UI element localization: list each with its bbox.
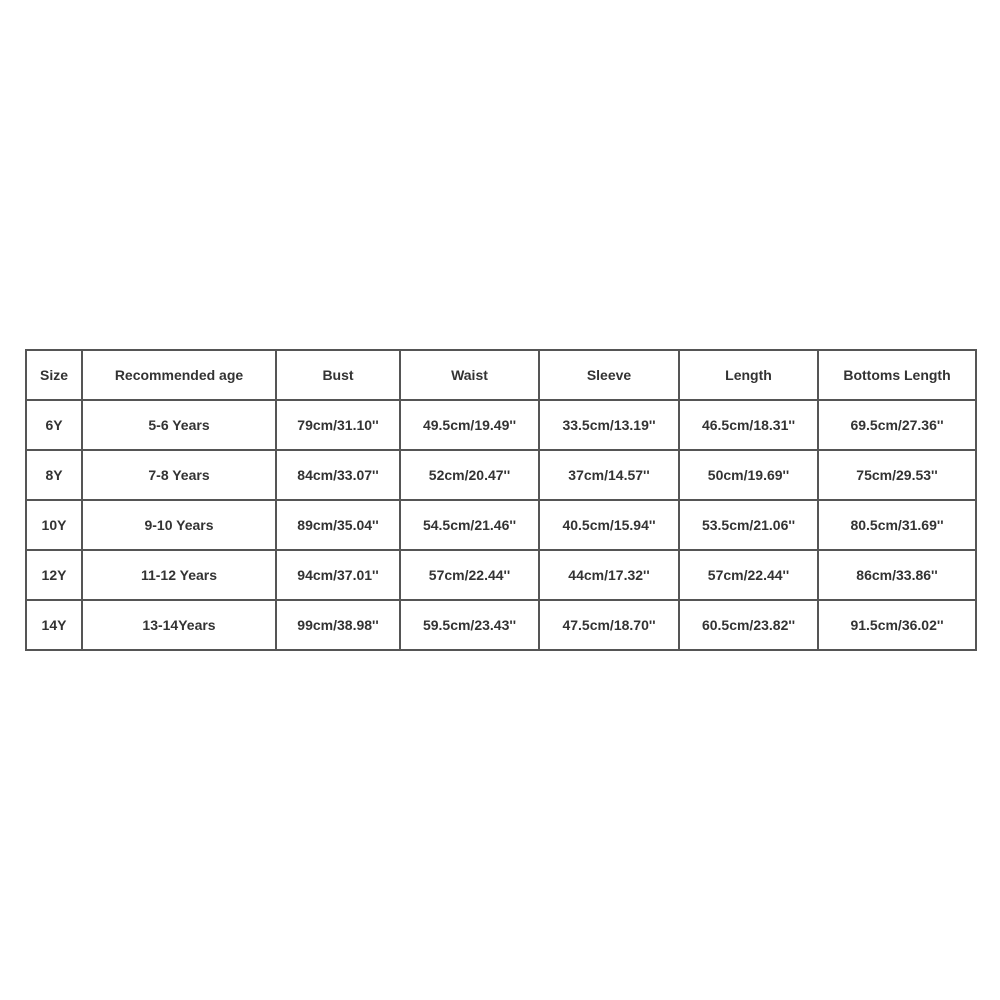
header-recommended-age: Recommended age <box>83 351 277 401</box>
cell-bottoms-length: 75cm/29.53'' <box>819 451 977 501</box>
cell-sleeve: 33.5cm/13.19'' <box>540 401 680 451</box>
header-waist: Waist <box>401 351 540 401</box>
cell-bust: 84cm/33.07'' <box>277 451 401 501</box>
header-sleeve: Sleeve <box>540 351 680 401</box>
table-row <box>27 501 977 551</box>
cell-bust: 99cm/38.98'' <box>277 601 401 651</box>
cell-bust: 79cm/31.10'' <box>277 401 401 451</box>
cell-size: 6Y <box>27 401 83 451</box>
header-length: Length <box>680 351 819 401</box>
table-row <box>27 551 977 601</box>
cell-bust: 89cm/35.04'' <box>277 501 401 551</box>
cell-recommended-age: 7-8 Years <box>83 451 277 501</box>
cell-recommended-age: 11-12 Years <box>83 551 277 601</box>
cell-recommended-age: 5-6 Years <box>83 401 277 451</box>
cell-sleeve: 37cm/14.57'' <box>540 451 680 501</box>
table-row <box>27 401 977 451</box>
cell-bottoms-length: 80.5cm/31.69'' <box>819 501 977 551</box>
cell-waist: 49.5cm/19.49'' <box>401 401 540 451</box>
cell-recommended-age: 13-14Years <box>83 601 277 651</box>
cell-sleeve: 40.5cm/15.94'' <box>540 501 680 551</box>
cell-size: 10Y <box>27 501 83 551</box>
cell-waist: 54.5cm/21.46'' <box>401 501 540 551</box>
cell-sleeve: 44cm/17.32'' <box>540 551 680 601</box>
header-bottoms-length: Bottoms Length <box>819 351 977 401</box>
header-size: Size <box>27 351 83 401</box>
cell-length: 57cm/22.44'' <box>680 551 819 601</box>
cell-size: 12Y <box>27 551 83 601</box>
size-chart-table <box>25 349 977 651</box>
cell-length: 46.5cm/18.31'' <box>680 401 819 451</box>
cell-waist: 59.5cm/23.43'' <box>401 601 540 651</box>
header-bust: Bust <box>277 351 401 401</box>
cell-size: 14Y <box>27 601 83 651</box>
cell-length: 53.5cm/21.06'' <box>680 501 819 551</box>
table-row <box>27 451 977 501</box>
cell-bottoms-length: 86cm/33.86'' <box>819 551 977 601</box>
table-row <box>27 601 977 651</box>
cell-sleeve: 47.5cm/18.70'' <box>540 601 680 651</box>
header-row <box>27 351 977 401</box>
cell-length: 50cm/19.69'' <box>680 451 819 501</box>
cell-size: 8Y <box>27 451 83 501</box>
cell-waist: 57cm/22.44'' <box>401 551 540 601</box>
cell-length: 60.5cm/23.82'' <box>680 601 819 651</box>
cell-waist: 52cm/20.47'' <box>401 451 540 501</box>
cell-recommended-age: 9-10 Years <box>83 501 277 551</box>
cell-bust: 94cm/37.01'' <box>277 551 401 601</box>
cell-bottoms-length: 91.5cm/36.02'' <box>819 601 977 651</box>
cell-bottoms-length: 69.5cm/27.36'' <box>819 401 977 451</box>
